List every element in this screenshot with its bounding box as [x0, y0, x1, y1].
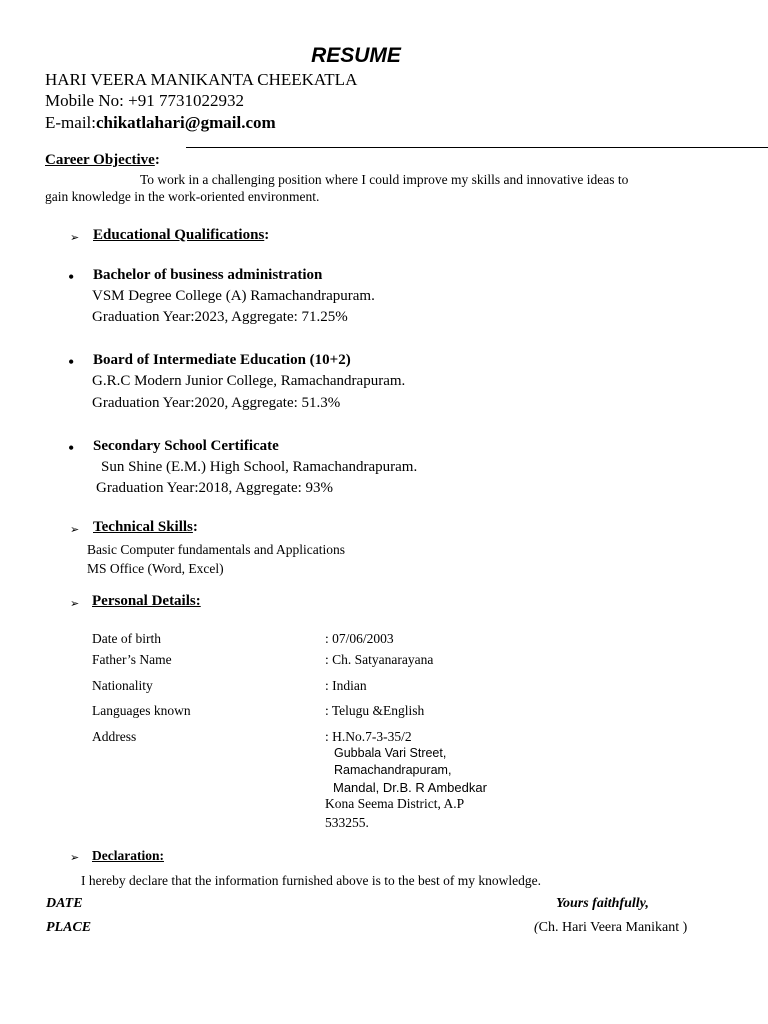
education-degree: Bachelor of business administration: [93, 267, 323, 283]
bullet-dot-icon: •: [68, 438, 75, 458]
detail-label: Address: [92, 729, 137, 744]
detail-label: Nationality: [92, 678, 153, 693]
education-school: Sun Shine (E.M.) High School, Ramachandrapuram.: [101, 459, 418, 475]
address-line: Ramachandrapuram,: [334, 763, 452, 777]
applicant-name: HARI VEERA MANIKANTA CHEEKATLA: [45, 70, 358, 89]
header-divider: [186, 147, 768, 148]
place-label: PLACE: [46, 920, 92, 935]
address-line: Kona Seema District, A.P: [325, 796, 465, 811]
education-detail: Graduation Year:2020, Aggregate: 51.3%: [92, 395, 341, 411]
declaration-text: I hereby declare that the information furnished above is to the best of my knowledge.: [81, 873, 541, 888]
mobile-number: Mobile No: +91 7731022932: [45, 91, 244, 110]
career-objective-heading: [45, 152, 160, 169]
email-address: chikatlahari@gmail.com: [95, 113, 276, 132]
personal-details-heading: Personal Details:: [92, 593, 201, 609]
email-line: [45, 113, 276, 133]
objective-line-2: gain knowledge in the work-oriented environment.: [45, 189, 320, 204]
detail-value: : Indian: [325, 678, 367, 693]
bullet-dot-icon: •: [68, 352, 75, 372]
arrowhead-icon: ➢: [70, 851, 80, 864]
declaration-heading: Declaration:: [92, 848, 164, 863]
arrowhead-icon: ➢: [70, 231, 80, 244]
address-line: Gubbala Vari Street,: [334, 746, 447, 760]
education-detail: Graduation Year:2023, Aggregate: 71.25%: [92, 309, 348, 325]
resume-title: RESUME: [311, 44, 401, 67]
education-title: Educational Qualifications: [93, 227, 265, 243]
date-label: DATE: [46, 896, 83, 911]
education-detail: Graduation Year:2018, Aggregate: 93%: [96, 480, 334, 496]
address-line: 533255.: [325, 815, 369, 830]
detail-label: Languages known: [92, 703, 191, 718]
career-objective-title: Career Objective: [45, 152, 155, 168]
skills-title: Technical Skills: [93, 519, 193, 535]
bullet-dot-icon: •: [68, 267, 75, 287]
arrowhead-icon: ➢: [70, 523, 80, 536]
career-objective-colon: :: [154, 152, 160, 168]
objective-line-1: To work in a challenging position where I could improve my skills and innovative ideas to: [140, 172, 629, 187]
detail-value: : 07/06/2003: [325, 631, 394, 646]
education-degree: Board of Intermediate Education (10+2): [93, 352, 351, 368]
skill-item: Basic Computer fundamentals and Applications: [87, 542, 345, 557]
signature-name: Ch. Hari Veera Manikant ): [538, 920, 688, 935]
skill-item: MS Office (Word, Excel): [87, 561, 224, 576]
education-heading: [93, 227, 269, 244]
education-colon: :: [264, 227, 270, 243]
education-school: VSM Degree College (A) Ramachandrapuram.: [92, 288, 375, 304]
address-line: Mandal, Dr.B. R Ambedkar: [333, 780, 487, 795]
detail-value: : H.No.7-3-35/2: [325, 729, 412, 744]
education-school: G.R.C Modern Junior College, Ramachandrapuram.: [92, 373, 406, 389]
skills-colon: :: [192, 519, 198, 535]
detail-label: Father’s Name: [92, 652, 172, 667]
signature-open-paren: (: [534, 920, 539, 935]
arrowhead-icon: ➢: [70, 597, 80, 610]
email-label: E-mail:: [45, 113, 96, 132]
detail-value: : Ch. Satyanarayana: [325, 652, 434, 667]
education-degree: Secondary School Certificate: [93, 438, 279, 454]
detail-label: Date of birth: [92, 631, 161, 646]
detail-value: : Telugu &English: [325, 703, 425, 718]
closing-text: Yours faithfully,: [556, 896, 649, 911]
signature-line: [534, 920, 687, 936]
skills-heading: [93, 519, 198, 536]
